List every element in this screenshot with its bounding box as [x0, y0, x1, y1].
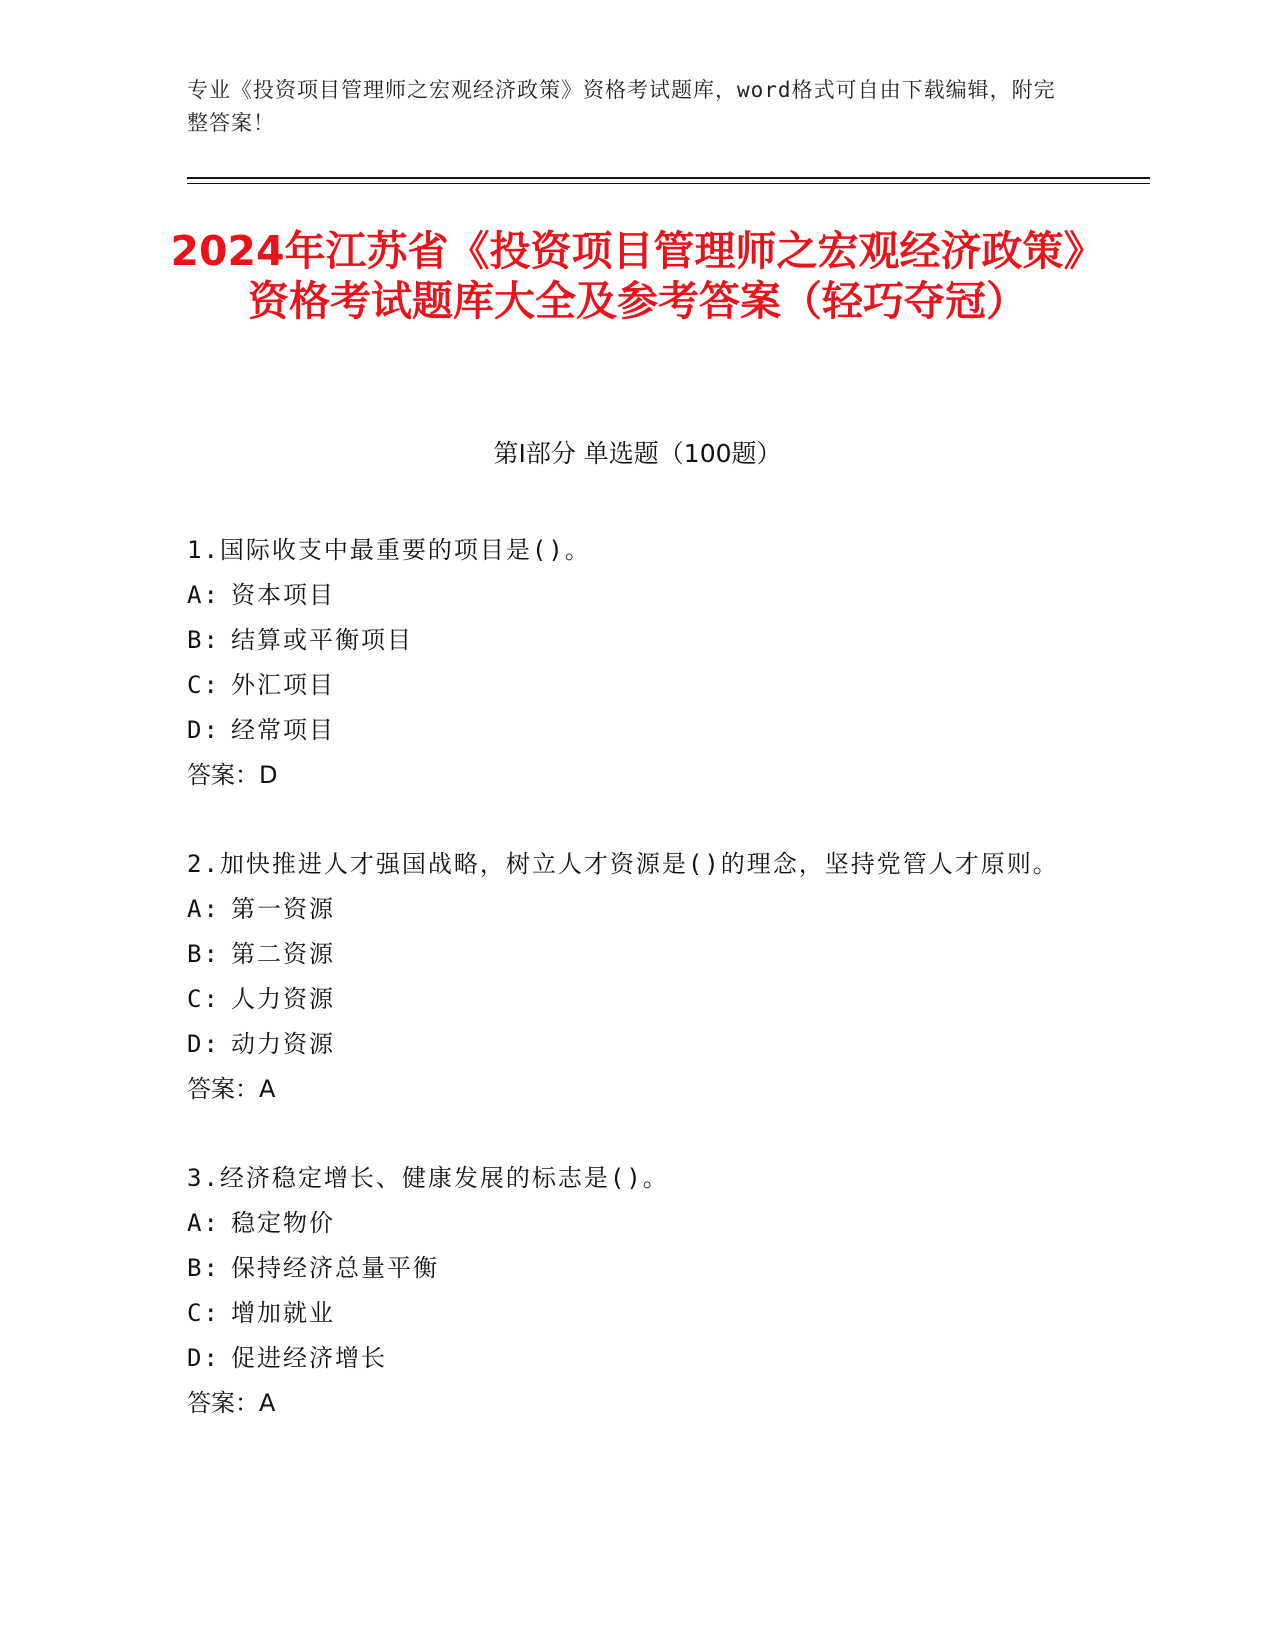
document-title: 2024年江苏省《投资项目管理师之宏观经济政策》资格考试题库大全及参考答案（轻巧夺冠） — [170, 227, 1105, 325]
option-c — [187, 977, 1067, 1022]
option-d — [187, 1336, 1067, 1381]
option-a — [187, 573, 1067, 618]
option-letter: C: — [187, 671, 220, 699]
question-stem: 2.加快推进人才强国战略，树立人才资源是()的理念，坚持党管人才原则。 — [187, 850, 1059, 878]
option-text: 保持经济总量平衡 — [231, 1254, 439, 1282]
question-3 — [187, 1156, 1067, 1426]
option-letter: D: — [187, 1030, 220, 1058]
option-letter: A: — [187, 581, 220, 609]
question-2 — [187, 842, 1067, 1112]
answer-line: 答案：A — [187, 1389, 276, 1417]
section-title: 第I部分 单选题（100题） — [493, 439, 782, 468]
option-c — [187, 663, 1067, 708]
question-list — [187, 528, 1067, 1470]
question-stem: 3.经济稳定增长、健康发展的标志是()。 — [187, 1164, 669, 1192]
option-b — [187, 932, 1067, 977]
option-text: 动力资源 — [231, 1030, 335, 1058]
option-text: 资本项目 — [231, 581, 335, 609]
header-divider-thin — [187, 183, 1150, 184]
option-a — [187, 1201, 1067, 1246]
option-b — [187, 1246, 1067, 1291]
option-letter: C: — [187, 985, 220, 1013]
option-letter: C: — [187, 1299, 220, 1327]
option-a — [187, 887, 1067, 932]
option-text: 增加就业 — [231, 1299, 335, 1327]
option-text: 第二资源 — [231, 940, 335, 968]
option-letter: B: — [187, 1254, 220, 1282]
option-text: 外汇项目 — [231, 671, 335, 699]
answer-line: 答案：D — [187, 761, 278, 789]
option-letter: B: — [187, 940, 220, 968]
option-b — [187, 618, 1067, 663]
option-text: 结算或平衡项目 — [231, 626, 413, 654]
option-text: 经常项目 — [231, 716, 335, 744]
option-text: 促进经济增长 — [231, 1344, 387, 1372]
option-letter: A: — [187, 895, 220, 923]
option-d — [187, 708, 1067, 753]
option-d — [187, 1022, 1067, 1067]
header-divider-thick — [187, 177, 1150, 179]
header-note: 专业《投资项目管理师之宏观经济政策》资格考试题库，word格式可自由下载编辑，附完整答案！ — [187, 78, 1056, 135]
option-text: 第一资源 — [231, 895, 335, 923]
question-stem: 1.国际收支中最重要的项目是()。 — [187, 536, 591, 564]
option-letter: A: — [187, 1209, 220, 1237]
question-1 — [187, 528, 1067, 798]
option-text: 人力资源 — [231, 985, 335, 1013]
option-c — [187, 1291, 1067, 1336]
option-letter: D: — [187, 716, 220, 744]
option-letter: D: — [187, 1344, 220, 1372]
option-letter: B: — [187, 626, 220, 654]
option-text: 稳定物价 — [231, 1209, 335, 1237]
answer-line: 答案：A — [187, 1075, 276, 1103]
